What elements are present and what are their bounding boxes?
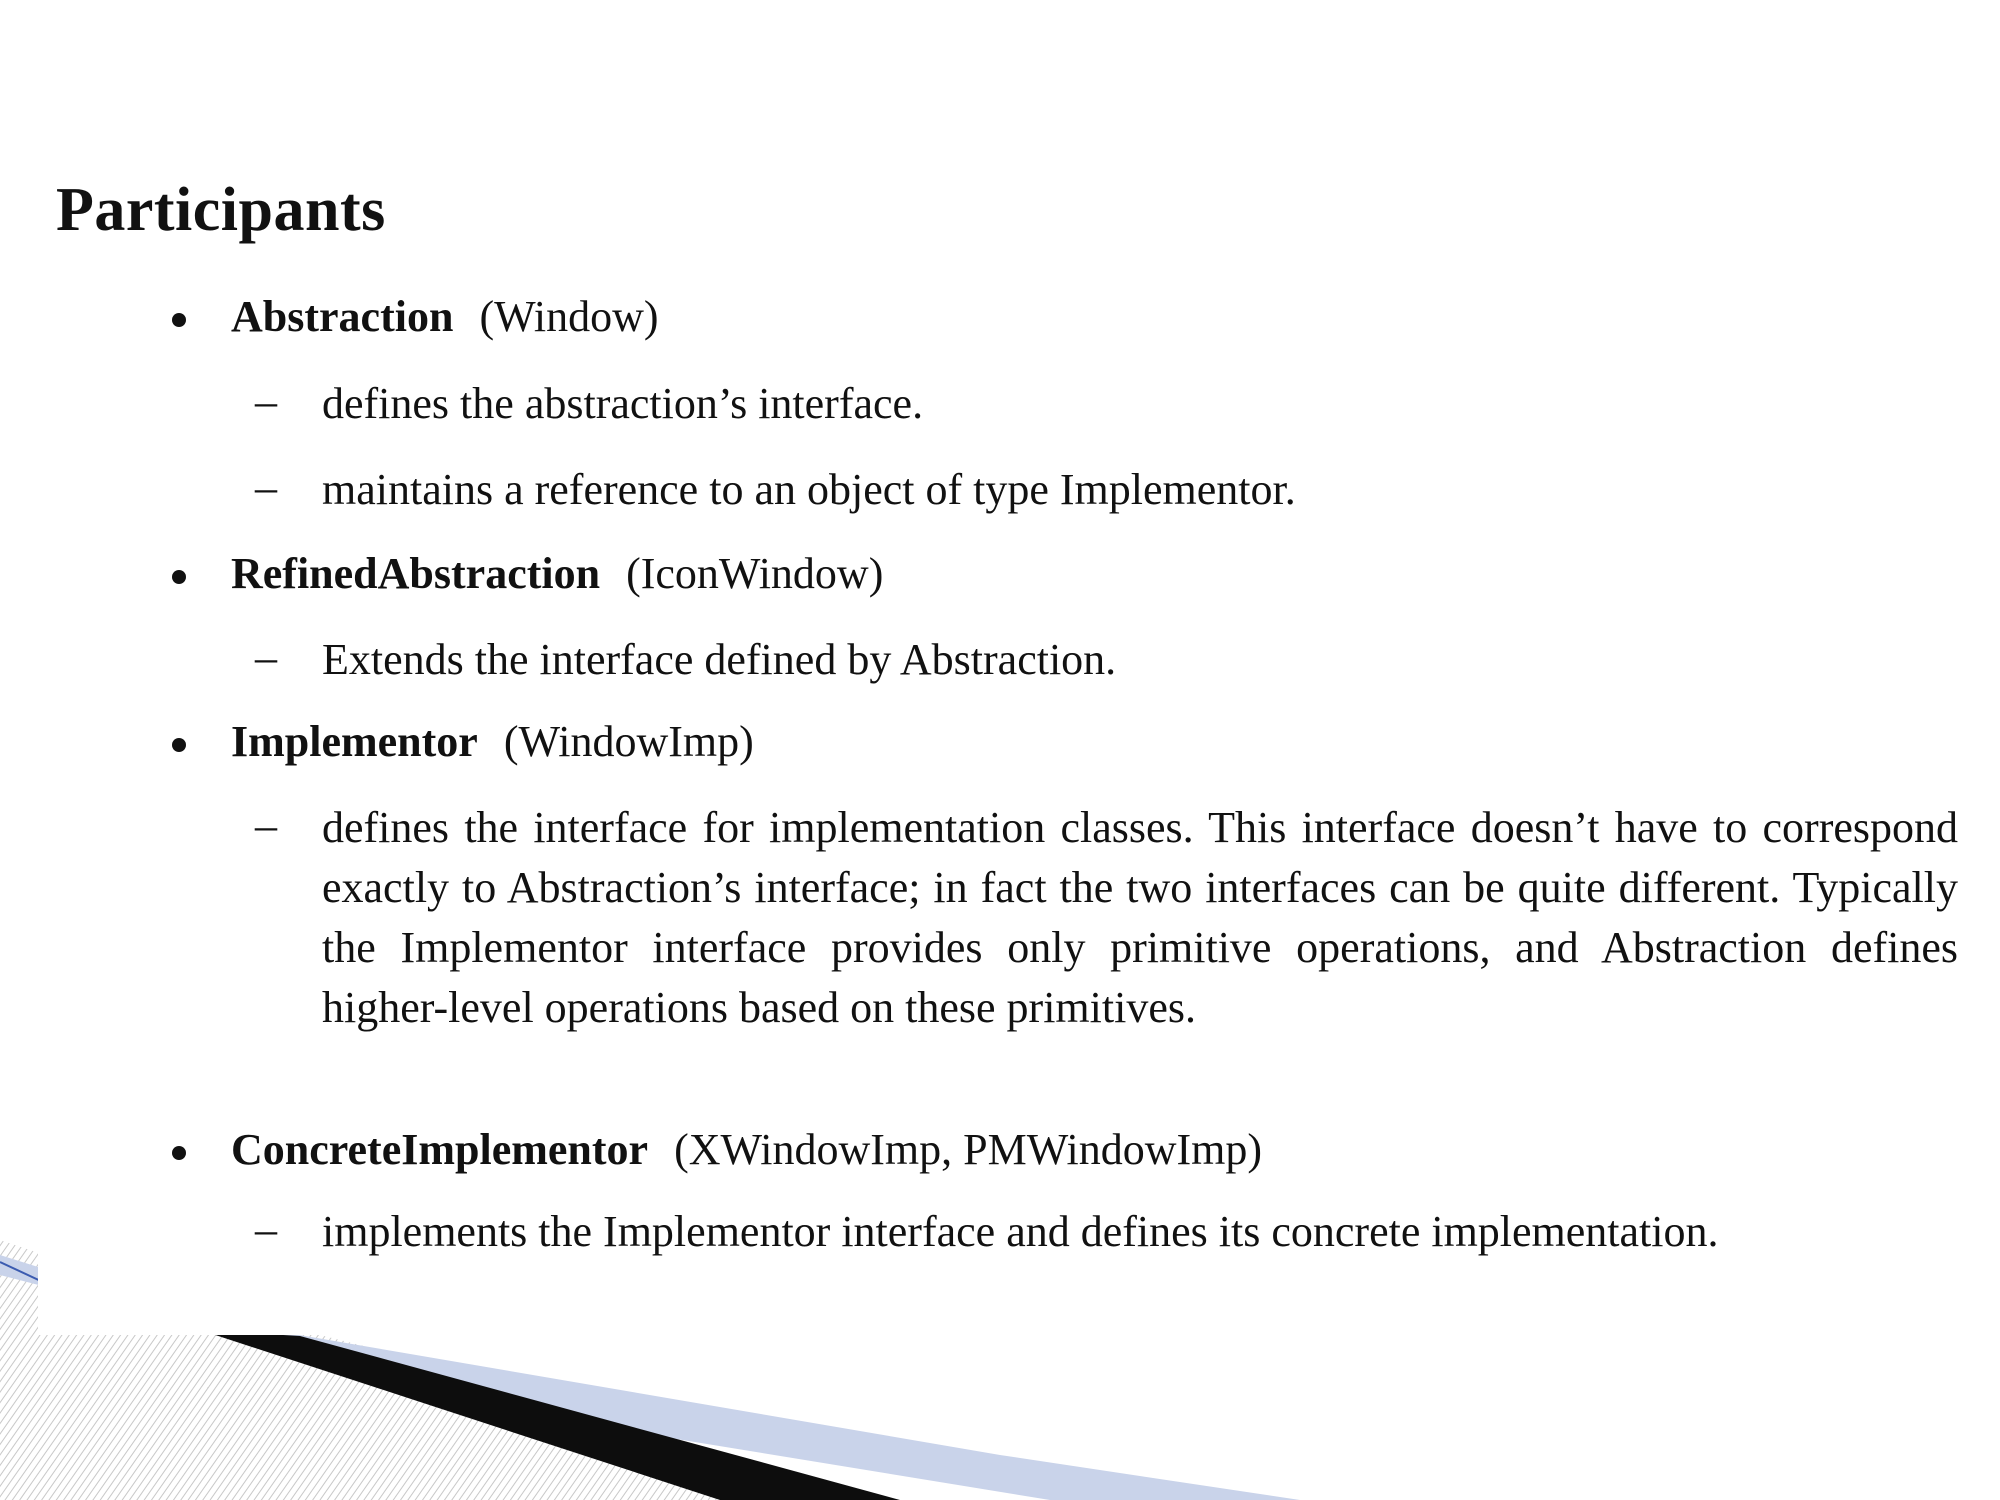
dash-icon: – — [255, 801, 277, 850]
bullet-icon — [172, 1146, 186, 1160]
description-text: implements the Implementor interface and defines its concrete implementation. — [322, 1207, 1719, 1256]
participant-example: (Window) — [479, 292, 659, 341]
participant-name: ConcreteImplementor — [231, 1125, 649, 1174]
bullet-icon — [172, 570, 186, 584]
dash-icon: – — [255, 1205, 277, 1254]
participant-heading — [231, 1122, 1262, 1178]
description-text: defines the abstraction’s interface. — [322, 379, 924, 428]
participant-example: (WindowImp) — [503, 717, 754, 766]
slide-content — [38, 0, 2000, 1335]
description-text: defines the interface for implementation classes. This interface doesn’t have to correspond exactly to Abstraction’s interface; in fact the two interfaces can be quite different. Typically the Implementor interface provides only primitive operations, and Abstraction defines higher-level operations based on these primitives. — [322, 803, 1958, 1032]
participant-example: (XWindowImp, PMWindowImp) — [674, 1125, 1263, 1174]
participant-name: Abstraction — [231, 292, 454, 341]
dash-icon: – — [255, 377, 277, 426]
page-title: Participants — [56, 176, 386, 244]
dash-icon: – — [255, 463, 277, 512]
bullet-icon — [172, 738, 186, 752]
participant-heading — [231, 546, 883, 602]
participant-heading — [231, 289, 659, 345]
bullet-icon — [172, 313, 186, 327]
description-text: maintains a reference to an object of type Implementor. — [322, 465, 1296, 514]
dash-icon: – — [255, 633, 277, 682]
participant-name: Implementor — [231, 717, 478, 766]
description-text: Extends the interface defined by Abstraction. — [322, 635, 1117, 684]
participant-name: RefinedAbstraction — [231, 549, 601, 598]
participant-example: (IconWindow) — [626, 549, 884, 598]
participant-heading — [231, 714, 754, 770]
